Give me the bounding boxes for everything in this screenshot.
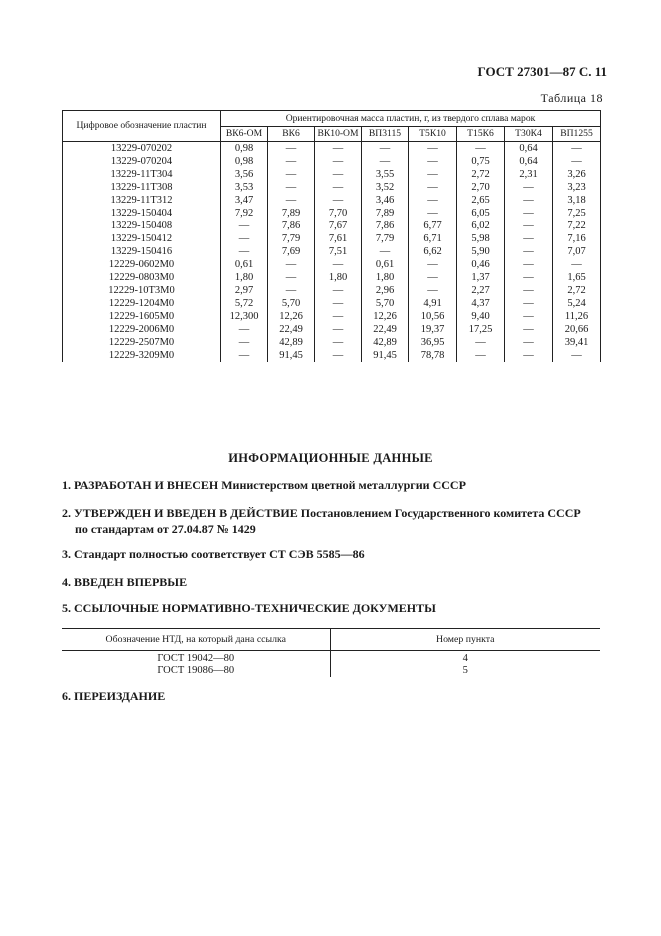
mass-value-cell: 0,64 xyxy=(505,156,553,169)
mass-value-cell: 4,91 xyxy=(409,298,457,311)
mass-value-cell: — xyxy=(268,259,315,272)
mass-value-cell: — xyxy=(505,272,553,285)
mass-value-cell: — xyxy=(553,259,601,272)
plate-code-cell: 13229-150404 xyxy=(63,208,221,221)
mass-value-cell: — xyxy=(221,246,268,259)
info-item-2-line-1: 2. УТВЕРЖДЕН И ВВЕДЕН В ДЕЙСТВИЕ Постановлением Государственного комитета СССР xyxy=(62,506,581,520)
alloy-column-header: Т30К4 xyxy=(505,127,553,142)
mass-value-cell: 7,25 xyxy=(553,208,601,221)
mass-value-cell: 91,45 xyxy=(268,350,315,363)
mass-value-cell: — xyxy=(505,298,553,311)
mass-value-cell: — xyxy=(553,142,601,156)
table-row xyxy=(63,142,601,156)
plate-code-cell: 12229-10Т3М0 xyxy=(63,285,221,298)
mass-value-cell: — xyxy=(409,142,457,156)
plate-code-cell: 13229-11Т308 xyxy=(63,182,221,195)
mass-value-cell: 42,89 xyxy=(268,337,315,350)
mass-value-cell: 1,80 xyxy=(362,272,409,285)
mass-value-cell: — xyxy=(505,246,553,259)
mass-value-cell: 3,46 xyxy=(362,195,409,208)
refs-table xyxy=(62,628,600,677)
mass-value-cell: 6,71 xyxy=(409,233,457,246)
mass-value-cell: — xyxy=(221,337,268,350)
mass-value-cell: — xyxy=(505,350,553,363)
mass-value-cell: 3,53 xyxy=(221,182,268,195)
alloy-column-header: ВК6-ОМ xyxy=(221,127,268,142)
mass-value-cell: — xyxy=(315,311,362,324)
plate-code-cell: 13229-11Т312 xyxy=(63,195,221,208)
mass-value-cell: — xyxy=(505,259,553,272)
mass-value-cell: 7,86 xyxy=(362,220,409,233)
mass-value-cell: 12,300 xyxy=(221,311,268,324)
mass-value-cell: — xyxy=(553,350,601,363)
refs-doc-header: Обозначение НТД, на который дана ссылка xyxy=(62,629,330,651)
alloy-column-header: Т5К10 xyxy=(409,127,457,142)
mass-value-cell: 3,56 xyxy=(221,169,268,182)
plate-code-cell: 13229-150416 xyxy=(63,246,221,259)
mass-value-cell: — xyxy=(268,272,315,285)
plate-code-cell: 12229-0803М0 xyxy=(63,272,221,285)
mass-value-cell: 0,61 xyxy=(221,259,268,272)
table-row xyxy=(63,233,601,246)
mass-value-cell: 5,70 xyxy=(268,298,315,311)
mass-value-cell: — xyxy=(315,324,362,337)
mass-value-cell: — xyxy=(457,142,505,156)
mass-value-cell: — xyxy=(221,350,268,363)
mass-value-cell: 11,26 xyxy=(553,311,601,324)
mass-group-header: Ориентировочная масса пластин, г, из твердого сплава марок xyxy=(221,111,601,127)
mass-value-cell: 0,98 xyxy=(221,156,268,169)
mass-value-cell: 22,49 xyxy=(362,324,409,337)
mass-value-cell: — xyxy=(268,156,315,169)
mass-value-cell: — xyxy=(362,246,409,259)
info-item-2-line-2: по стандартам от 27.04.87 № 1429 xyxy=(75,522,256,536)
mass-value-cell: — xyxy=(505,208,553,221)
mass-value-cell: 20,66 xyxy=(553,324,601,337)
plate-code-cell: 13229-070204 xyxy=(63,156,221,169)
mass-value-cell: 42,89 xyxy=(362,337,409,350)
mass-value-cell: 7,07 xyxy=(553,246,601,259)
mass-value-cell: 7,86 xyxy=(268,220,315,233)
mass-value-cell: — xyxy=(505,337,553,350)
mass-value-cell: 0,75 xyxy=(457,156,505,169)
info-item-4: 4. ВВЕДЕН ВПЕРВЫЕ xyxy=(62,575,188,589)
mass-value-cell: 12,26 xyxy=(362,311,409,324)
mass-value-cell: — xyxy=(268,195,315,208)
plate-code-cell: 12229-2006М0 xyxy=(63,324,221,337)
mass-value-cell: 7,89 xyxy=(362,208,409,221)
mass-value-cell: 9,40 xyxy=(457,311,505,324)
mass-value-cell: 22,49 xyxy=(268,324,315,337)
mass-value-cell: 1,80 xyxy=(221,272,268,285)
mass-value-cell: — xyxy=(505,324,553,337)
mass-value-cell: 19,37 xyxy=(409,324,457,337)
ref-clause-cell: 5 xyxy=(330,665,600,677)
mass-value-cell: 7,16 xyxy=(553,233,601,246)
refs-clause-header: Номер пункта xyxy=(330,629,600,651)
mass-value-cell: — xyxy=(505,233,553,246)
mass-value-cell: — xyxy=(505,285,553,298)
mass-value-cell: 1,37 xyxy=(457,272,505,285)
mass-table xyxy=(62,110,601,362)
alloy-column-header: ВК6 xyxy=(268,127,315,142)
mass-value-cell: 6,05 xyxy=(457,208,505,221)
mass-value-cell: 2,65 xyxy=(457,195,505,208)
plate-code-cell: 12229-1204М0 xyxy=(63,298,221,311)
mass-value-cell: 36,95 xyxy=(409,337,457,350)
mass-value-cell: — xyxy=(457,337,505,350)
table-row xyxy=(63,337,601,350)
mass-value-cell: — xyxy=(505,220,553,233)
mass-value-cell: — xyxy=(409,259,457,272)
mass-value-cell: — xyxy=(315,337,362,350)
mass-value-cell: 7,61 xyxy=(315,233,362,246)
mass-value-cell: 2,72 xyxy=(553,285,601,298)
mass-value-cell: 3,52 xyxy=(362,182,409,195)
table-row xyxy=(63,182,601,195)
mass-value-cell: — xyxy=(409,182,457,195)
mass-value-cell: 6,77 xyxy=(409,220,457,233)
table-row xyxy=(63,169,601,182)
mass-value-cell: 91,45 xyxy=(362,350,409,363)
info-title: ИНФОРМАЦИОННЫЕ ДАННЫЕ xyxy=(228,451,433,465)
table-row xyxy=(63,208,601,221)
mass-value-cell: 0,46 xyxy=(457,259,505,272)
info-item-2 xyxy=(62,505,607,537)
mass-value-cell: — xyxy=(505,195,553,208)
mass-value-cell: — xyxy=(457,350,505,363)
mass-value-cell: — xyxy=(315,142,362,156)
mass-value-cell: 3,23 xyxy=(553,182,601,195)
mass-value-cell: — xyxy=(315,259,362,272)
mass-value-cell: 3,47 xyxy=(221,195,268,208)
mass-value-cell: 5,72 xyxy=(221,298,268,311)
plate-code-cell: 12229-0602М0 xyxy=(63,259,221,272)
mass-value-cell: 7,92 xyxy=(221,208,268,221)
mass-value-cell: — xyxy=(409,285,457,298)
mass-value-cell: — xyxy=(409,169,457,182)
mass-value-cell: 2,31 xyxy=(505,169,553,182)
plate-code-cell: 13229-150408 xyxy=(63,220,221,233)
mass-value-cell: — xyxy=(362,156,409,169)
mass-value-cell: — xyxy=(221,233,268,246)
ref-doc-cell: ГОСТ 19042—80 xyxy=(157,653,235,664)
plate-code-cell: 13229-11Т304 xyxy=(63,169,221,182)
table-row xyxy=(63,285,601,298)
mass-value-cell: — xyxy=(505,311,553,324)
code-column-header: Цифровое обозначение пластин xyxy=(63,111,221,142)
table-row xyxy=(63,259,601,272)
alloy-column-header: Т15К6 xyxy=(457,127,505,142)
mass-value-cell: 17,25 xyxy=(457,324,505,337)
mass-value-cell: 7,89 xyxy=(268,208,315,221)
plate-code-cell: 13229-150412 xyxy=(63,233,221,246)
mass-value-cell: — xyxy=(409,195,457,208)
mass-value-cell: 1,65 xyxy=(553,272,601,285)
mass-value-cell: 6,62 xyxy=(409,246,457,259)
mass-value-cell: 7,69 xyxy=(268,246,315,259)
mass-value-cell: 6,02 xyxy=(457,220,505,233)
plate-code-cell: 12229-3209М0 xyxy=(63,350,221,363)
mass-value-cell: 39,41 xyxy=(553,337,601,350)
table-row xyxy=(63,195,601,208)
mass-value-cell: — xyxy=(315,285,362,298)
mass-value-cell: — xyxy=(221,324,268,337)
mass-value-cell: 0,64 xyxy=(505,142,553,156)
mass-value-cell: — xyxy=(409,272,457,285)
table-row xyxy=(63,220,601,233)
table-row xyxy=(63,246,601,259)
mass-value-cell: 5,24 xyxy=(553,298,601,311)
mass-value-cell: 3,18 xyxy=(553,195,601,208)
plate-code-cell: 12229-2507М0 xyxy=(63,337,221,350)
mass-value-cell: 7,79 xyxy=(362,233,409,246)
mass-value-cell: 7,79 xyxy=(268,233,315,246)
table-row xyxy=(63,272,601,285)
mass-value-cell: 3,55 xyxy=(362,169,409,182)
mass-value-cell: — xyxy=(268,285,315,298)
ref-doc-cell: ГОСТ 19086—80 xyxy=(157,665,235,676)
mass-value-cell: — xyxy=(409,208,457,221)
table-row xyxy=(63,324,601,337)
plate-code-cell: 12229-1605М0 xyxy=(63,311,221,324)
page-header: ГОСТ 27301—87 С. 11 xyxy=(477,64,607,79)
mass-value-cell: — xyxy=(315,156,362,169)
mass-value-cell: — xyxy=(268,169,315,182)
mass-value-cell: 2,72 xyxy=(457,169,505,182)
table-row xyxy=(62,651,600,666)
mass-value-cell: — xyxy=(553,156,601,169)
mass-value-cell: — xyxy=(409,156,457,169)
table-row xyxy=(63,350,601,363)
table-row xyxy=(63,298,601,311)
mass-value-cell: 10,56 xyxy=(409,311,457,324)
mass-value-cell: — xyxy=(505,182,553,195)
mass-value-cell: — xyxy=(362,142,409,156)
mass-value-cell: 4,37 xyxy=(457,298,505,311)
alloy-column-header: ВП3115 xyxy=(362,127,409,142)
mass-value-cell: 5,90 xyxy=(457,246,505,259)
mass-value-cell: 7,67 xyxy=(315,220,362,233)
mass-value-cell: 5,98 xyxy=(457,233,505,246)
mass-value-cell: — xyxy=(268,142,315,156)
info-item-6: 6. ПЕРЕИЗДАНИЕ xyxy=(62,689,166,703)
mass-value-cell: — xyxy=(221,220,268,233)
mass-value-cell: 2,27 xyxy=(457,285,505,298)
mass-value-cell: 2,97 xyxy=(221,285,268,298)
mass-value-cell: — xyxy=(315,350,362,363)
mass-value-cell: 2,96 xyxy=(362,285,409,298)
mass-value-cell: 5,70 xyxy=(362,298,409,311)
mass-value-cell: — xyxy=(315,182,362,195)
mass-value-cell: 2,70 xyxy=(457,182,505,195)
alloy-column-header: ВК10-ОМ xyxy=(315,127,362,142)
table-row xyxy=(63,311,601,324)
mass-value-cell: — xyxy=(315,169,362,182)
info-item-1: 1. РАЗРАБОТАН И ВНЕСЕН Министерством цветной металлургии СССР xyxy=(62,478,466,492)
info-item-3: 3. Стандарт полностью соответствует СТ СЭВ 5585—86 xyxy=(62,547,365,561)
table-caption: Таблица 18 xyxy=(540,91,603,105)
mass-value-cell: 0,98 xyxy=(221,142,268,156)
table-row xyxy=(63,156,601,169)
mass-value-cell: — xyxy=(268,182,315,195)
mass-value-cell: 7,22 xyxy=(553,220,601,233)
mass-value-cell: 1,80 xyxy=(315,272,362,285)
mass-table-body xyxy=(63,142,601,363)
mass-value-cell: — xyxy=(315,195,362,208)
refs-table-body xyxy=(62,651,600,678)
info-item-5: 5. ССЫЛОЧНЫЕ НОРМАТИВНО-ТЕХНИЧЕСКИЕ ДОКУМЕНТЫ xyxy=(62,601,436,615)
table-row xyxy=(62,665,600,677)
mass-value-cell: 0,61 xyxy=(362,259,409,272)
mass-value-cell: — xyxy=(315,298,362,311)
plate-code-cell: 13229-070202 xyxy=(63,142,221,156)
mass-value-cell: 7,70 xyxy=(315,208,362,221)
mass-value-cell: 12,26 xyxy=(268,311,315,324)
alloy-column-header: ВП1255 xyxy=(553,127,601,142)
mass-value-cell: 7,51 xyxy=(315,246,362,259)
ref-clause-cell: 4 xyxy=(330,651,600,666)
mass-value-cell: 78,78 xyxy=(409,350,457,363)
mass-value-cell: 3,26 xyxy=(553,169,601,182)
